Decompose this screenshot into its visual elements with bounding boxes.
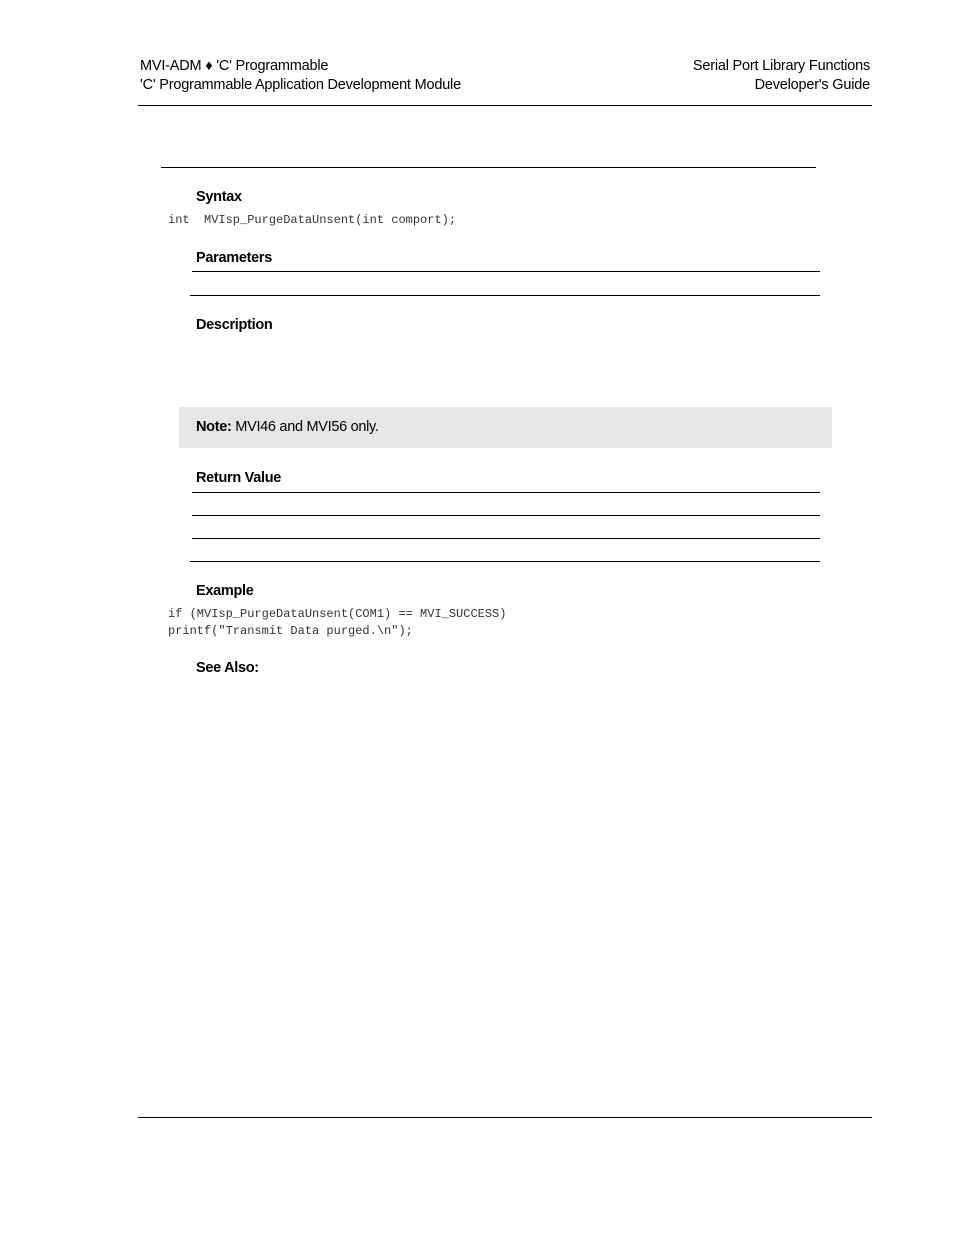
parameters-table-top-rule: [192, 271, 820, 272]
function-title-rule: [161, 167, 816, 168]
return-table-rule-1: [192, 492, 820, 493]
header-left: [140, 57, 461, 95]
syntax-code: int MVIsp_PurgeDataUnsent(int comport);: [168, 213, 457, 227]
note-body: MVI46 and MVI56 only.: [231, 419, 379, 435]
footer-rule: [138, 1117, 872, 1118]
example-heading: Example: [196, 583, 254, 599]
return-table-rule-2: [192, 515, 820, 516]
header-rule: [138, 105, 872, 106]
parameters-table-bottom-rule: [190, 295, 820, 296]
see-also-heading: See Also:: [196, 660, 259, 676]
note-label: Note:: [196, 419, 232, 435]
header-guide-title: Developer's Guide: [754, 77, 870, 93]
return-value-heading: Return Value: [196, 470, 282, 486]
header-right: [693, 57, 870, 95]
note-box: [179, 407, 832, 448]
parameters-heading: Parameters: [196, 250, 272, 266]
description-heading: Description: [196, 317, 273, 333]
return-table-rule-4: [190, 561, 820, 562]
example-code-line-1: if (MVIsp_PurgeDataUnsent(COM1) == MVI_SUCCESS): [168, 607, 507, 621]
return-table-rule-3: [192, 538, 820, 539]
example-code-line-2: printf("Transmit Data purged.\n");: [168, 624, 413, 638]
header-product-subtitle: 'C' Programmable Application Development Module: [140, 77, 461, 93]
note-text: [196, 418, 379, 436]
header-product-title: MVI-ADM ♦ 'C' Programmable: [140, 58, 329, 74]
header-chapter-title: Serial Port Library Functions: [692, 58, 870, 74]
syntax-heading: Syntax: [196, 189, 242, 205]
